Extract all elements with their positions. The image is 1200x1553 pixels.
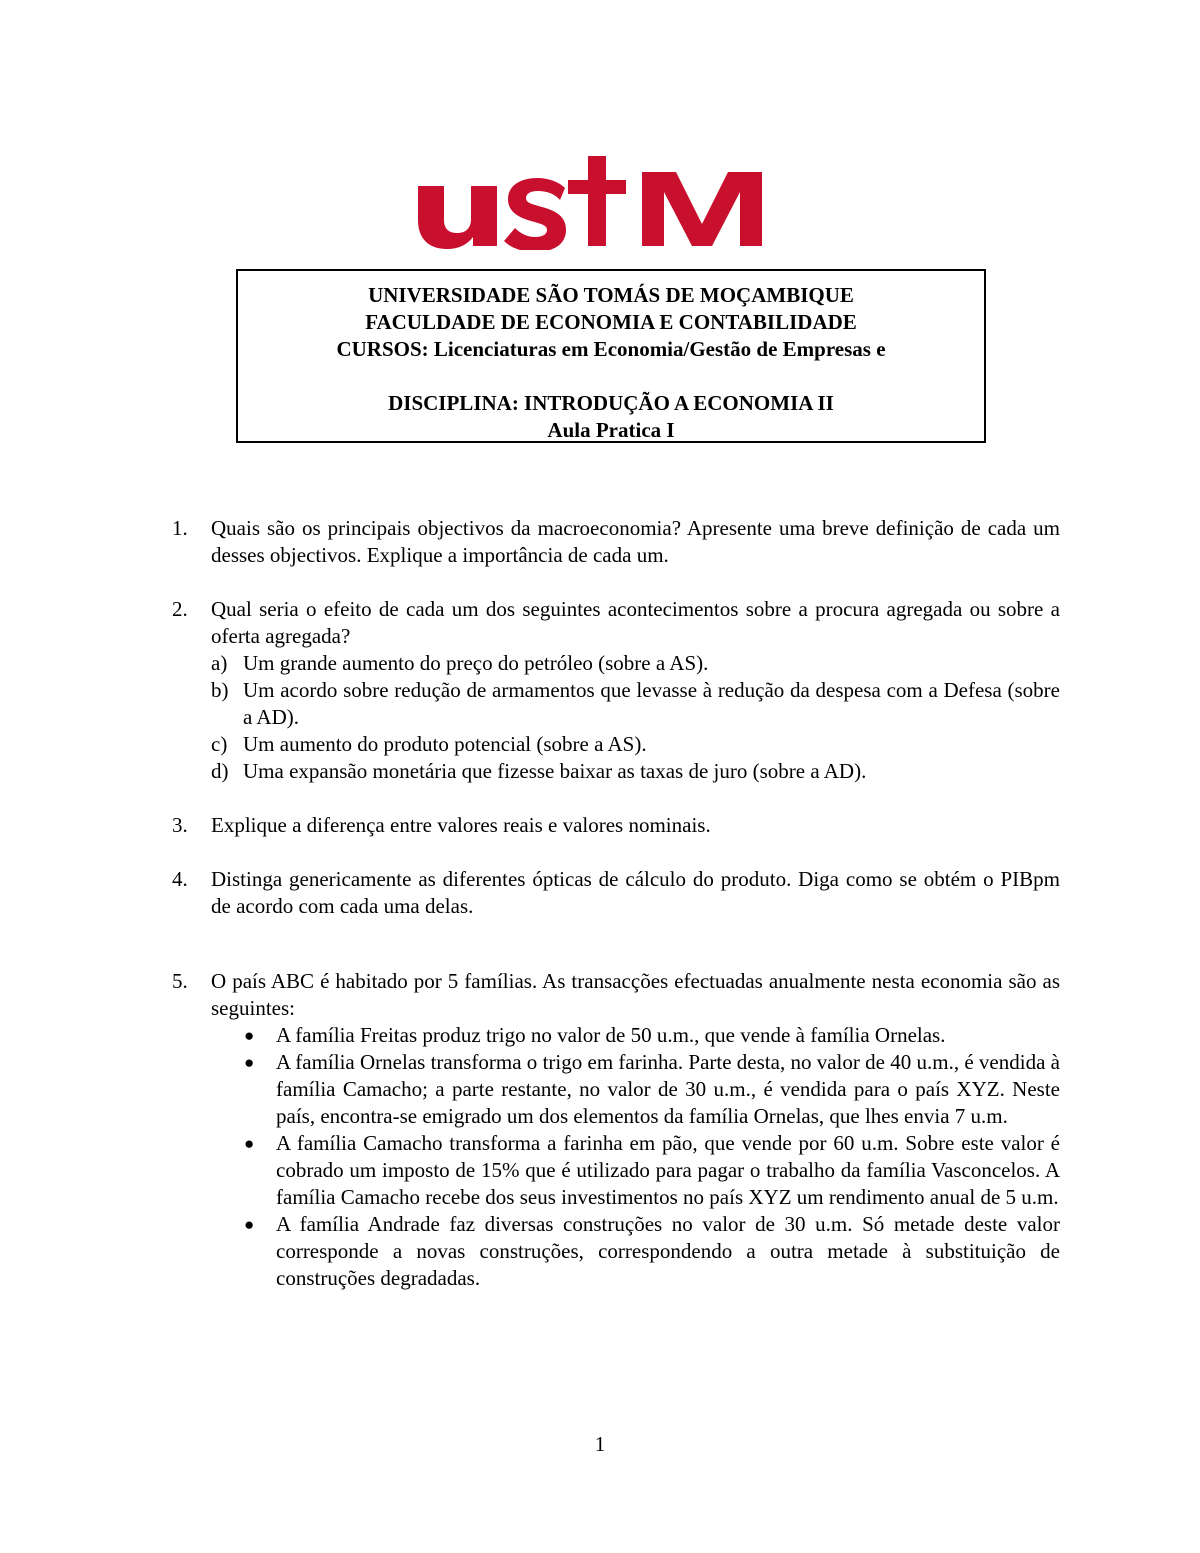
- sub-item-text: Um aumento do produto potencial (sobre a AS).: [243, 732, 647, 756]
- question-list: [172, 515, 1060, 1292]
- bullet-icon: ●: [244, 1134, 255, 1153]
- question-5: [172, 968, 1060, 1022]
- sub-item-letter: c): [211, 732, 228, 756]
- question-2: [172, 596, 1060, 650]
- question-number: 5.: [172, 969, 188, 993]
- question-1: [172, 515, 1060, 569]
- question-number: 3.: [172, 813, 188, 837]
- bullet-text: A família Freitas produz trigo no valor de 50 u.m., que vende à família Ornelas.: [276, 1023, 946, 1047]
- question-text: Quais são os principais objectivos da macroeconomia? Apresente uma breve definição de cada um desses objectivos. Explique a importância de cada um.: [211, 516, 1060, 567]
- bullet-item: [172, 1049, 1060, 1130]
- bullet-icon: ●: [244, 1053, 255, 1072]
- bullet-icon: ●: [244, 1026, 255, 1045]
- question-3: [172, 812, 1060, 839]
- sub-item-letter: d): [211, 759, 229, 783]
- question-number: 4.: [172, 867, 188, 891]
- sub-item-text: Um grande aumento do preço do petróleo (sobre a AS).: [243, 651, 709, 675]
- header-box: [236, 269, 986, 443]
- bullet-item: [172, 1130, 1060, 1211]
- sub-item-c: [172, 731, 1060, 758]
- sub-item-b: [172, 677, 1060, 731]
- bullet-text: A família Ornelas transforma o trigo em farinha. Parte desta, no valor de 40 u.m., é vendida à família Camacho; a parte restante, no valor de 30 u.m., é vendida para o país XYZ. Neste país, encontra-se emigrado um dos elementos da família Ornelas, que lhes envia 7 u.m.: [276, 1050, 1060, 1128]
- question-number: 2.: [172, 597, 188, 621]
- bullet-text: A família Camacho transforma a farinha em pão, que vende por 60 u.m. Sobre este valor é cobrado um imposto de 15% que é utilizado para pagar o trabalho da família Vasconcelos. A família Camacho recebe dos seus investimentos no país XYZ um rendimento anual de 5 u.m.: [276, 1131, 1060, 1209]
- university-logo: [410, 150, 790, 250]
- page-number: 1: [594, 1432, 606, 1456]
- lesson-title: Aula Pratica I: [547, 418, 675, 442]
- sub-item-letter: b): [211, 678, 229, 702]
- bullet-item: [172, 1022, 1060, 1049]
- question-4: [172, 866, 1060, 920]
- bullet-item: [172, 1211, 1060, 1292]
- university-name: UNIVERSIDADE SÃO TOMÁS DE MOÇAMBIQUE: [368, 283, 854, 307]
- question-text: Explique a diferença entre valores reais e valores nominais.: [211, 813, 711, 837]
- sub-item-text: Um acordo sobre redução de armamentos que levasse à redução da despesa com a Defesa (sobre a AD).: [243, 678, 1060, 729]
- question-number: 1.: [172, 516, 188, 540]
- question-text: Qual seria o efeito de cada um dos seguintes acontecimentos sobre a procura agregada ou sobre a oferta agregada?: [211, 597, 1060, 648]
- question-text: O país ABC é habitado por 5 famílias. As transacções efectuadas anualmente nesta economia são as seguintes:: [211, 969, 1060, 1020]
- faculty-name: FACULDADE DE ECONOMIA E CONTABILIDADE: [365, 310, 857, 334]
- ustm-logo-icon: [410, 150, 790, 250]
- discipline-line: DISCIPLINA: INTRODUÇÃO A ECONOMIA II: [388, 391, 834, 415]
- sub-item-letter: a): [211, 651, 228, 675]
- sub-item-d: [172, 758, 1060, 785]
- bullet-text: A família Andrade faz diversas construções no valor de 30 u.m. Só metade deste valor corresponde a novas construções, correspondendo a outra metade à substituição de construções degradadas.: [276, 1212, 1060, 1290]
- bullet-icon: ●: [244, 1215, 255, 1234]
- sub-item-a: [172, 650, 1060, 677]
- sub-item-text: Uma expansão monetária que fizesse baixar as taxas de juro (sobre a AD).: [243, 759, 867, 783]
- courses-line: CURSOS: Licenciaturas em Economia/Gestão de Empresas e: [336, 337, 886, 361]
- question-text: Distinga genericamente as diferentes ópticas de cálculo do produto. Diga como se obtém o PIBpm de acordo com cada uma delas.: [211, 867, 1060, 918]
